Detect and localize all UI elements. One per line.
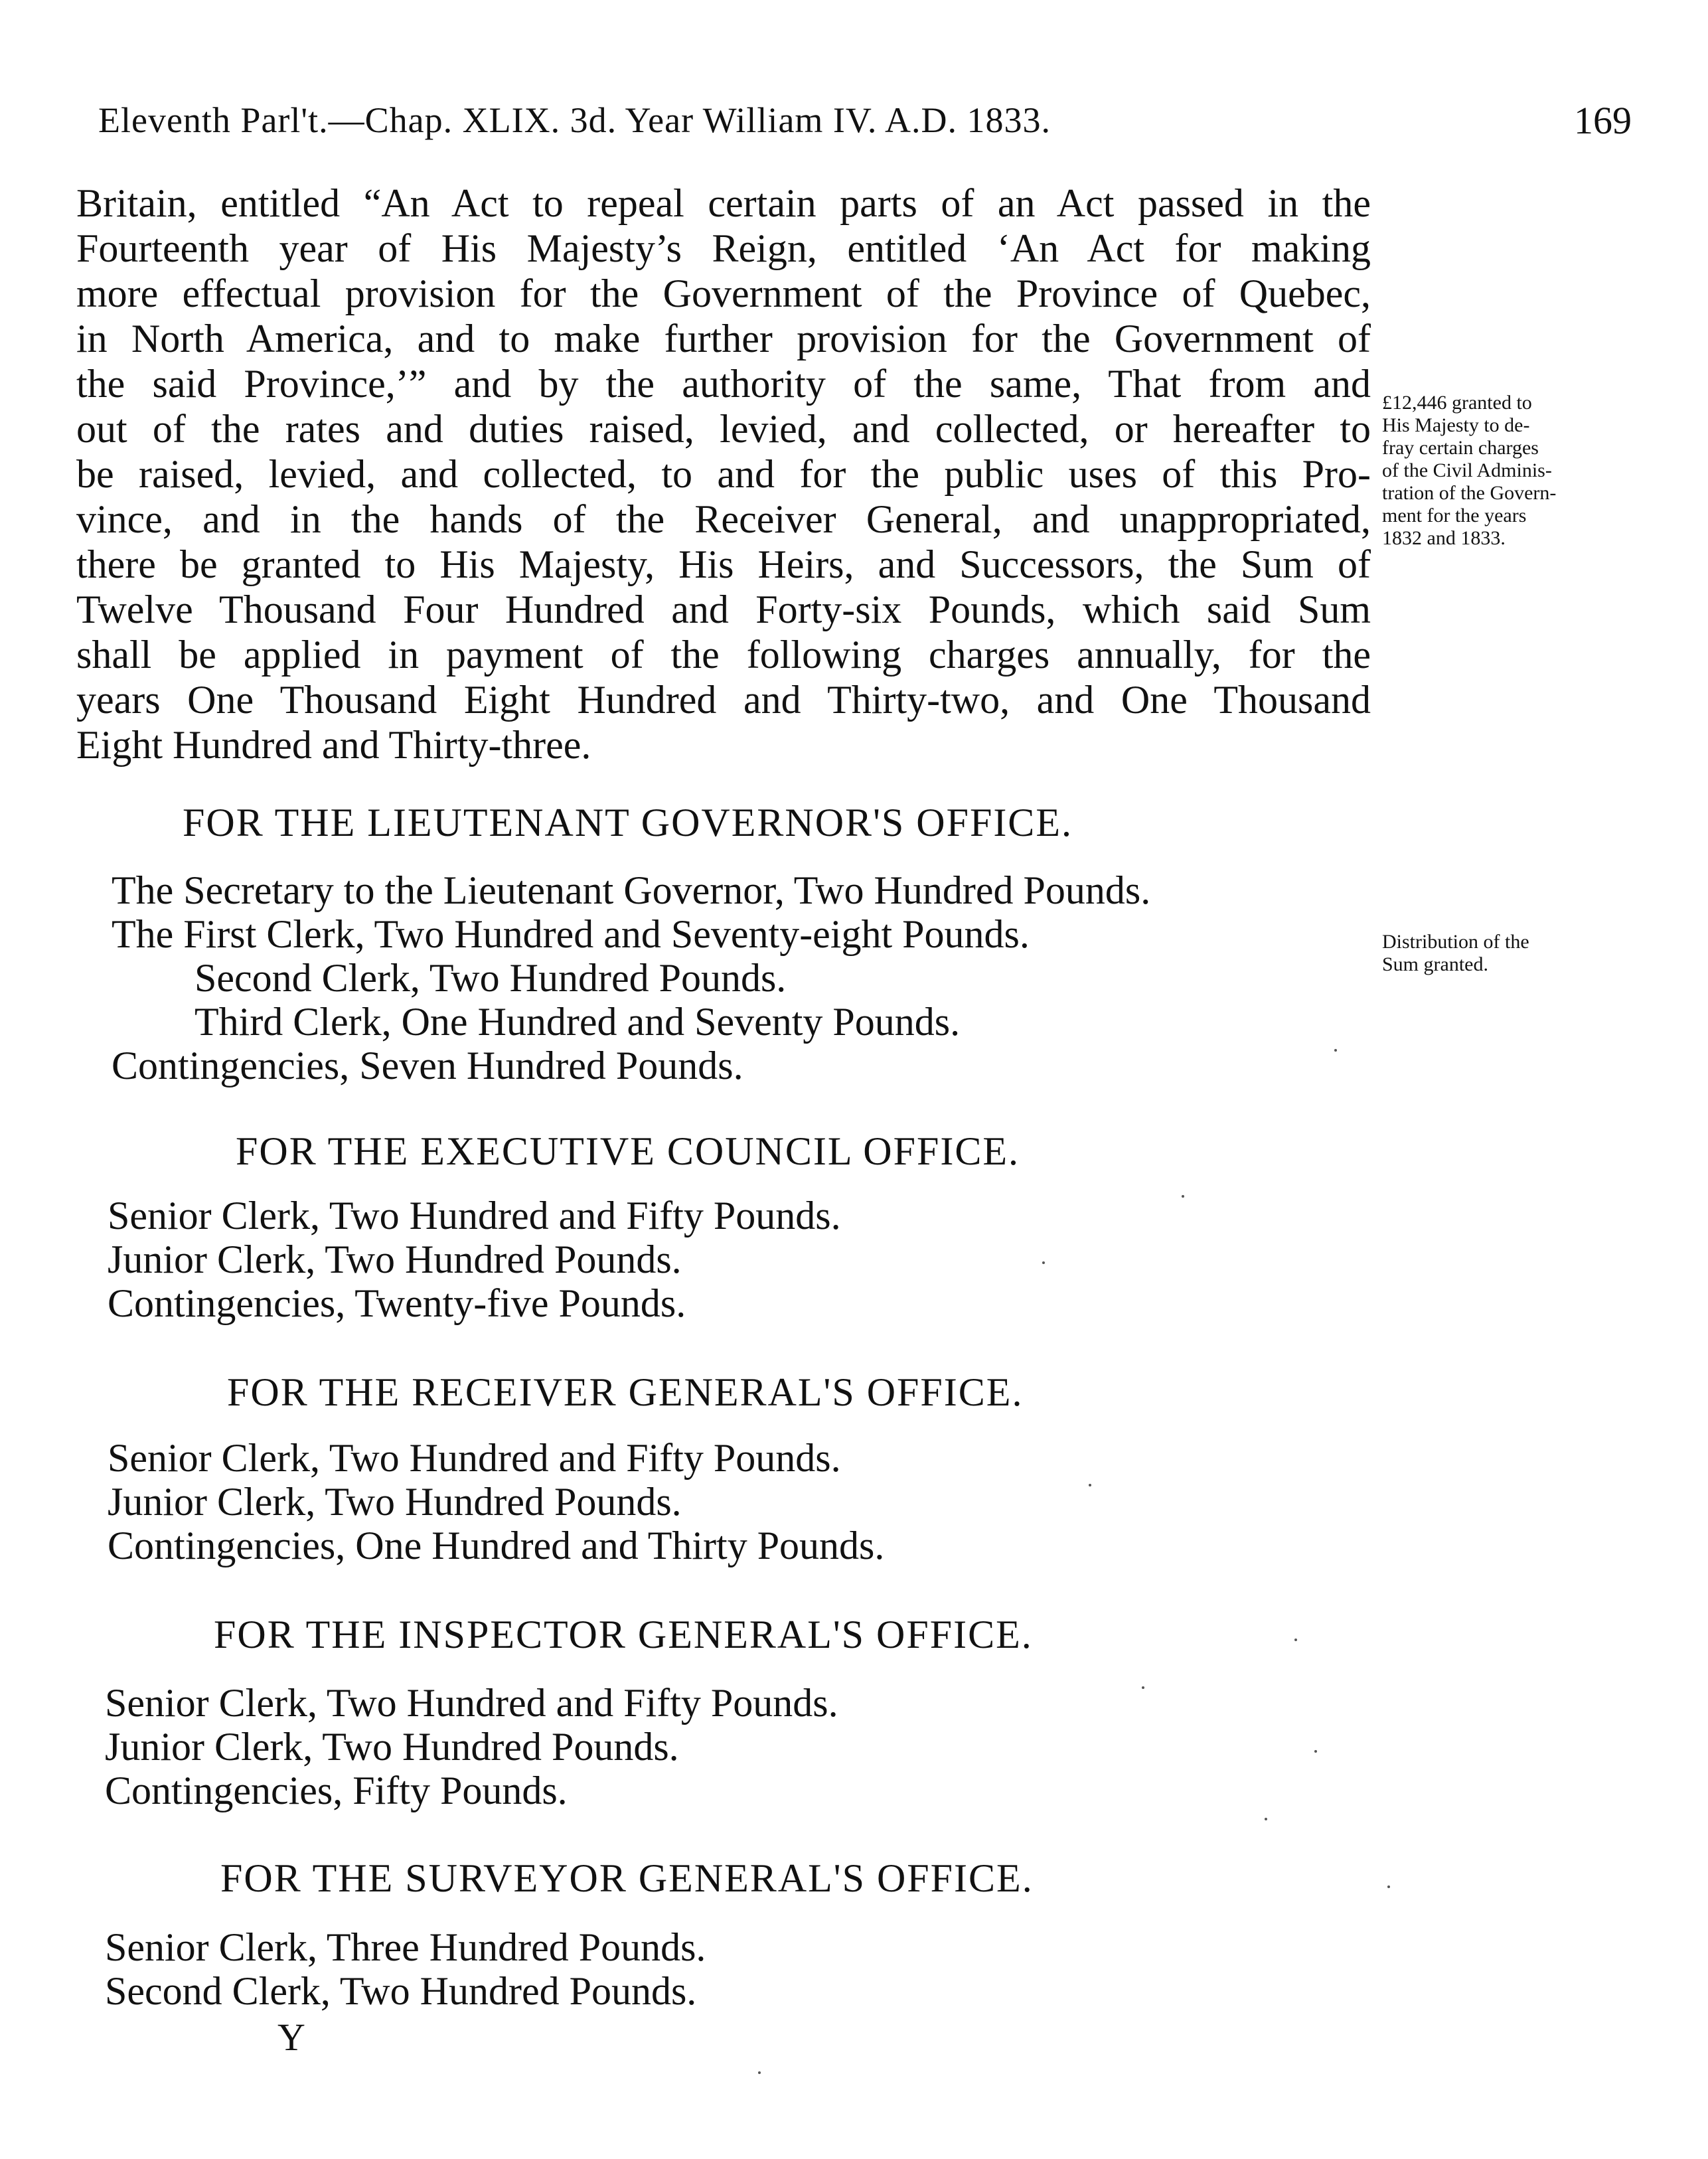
entry-line: Third Clerk, One Hundred and Seventy Pounds. (194, 1000, 961, 1044)
section-entries-receiver-general (108, 1436, 884, 1567)
body-line: there be granted to His Majesty, His Heirs, and Successors, the Sum of (76, 542, 1371, 586)
running-head: Eleventh Parl't.—Chap. XLIX. 3d. Year William IV. A.D. 1833. (98, 100, 1051, 140)
body-line: out of the rates and duties raised, levied, and collected, or hereafter to (76, 407, 1371, 451)
entry-line: Contingencies, Fifty Pounds. (105, 1769, 568, 1812)
body-line: years One Thousand Eight Hundred and Thirty-two, and One Thousand (76, 678, 1371, 722)
scan-speck (1089, 1484, 1091, 1486)
section-entries-surveyor-general (105, 1925, 706, 2013)
margin-note-grant (1382, 392, 1661, 550)
body-line: Twelve Thousand Four Hundred and Forty-six Pounds, which said Sum (76, 588, 1371, 631)
margin-note-line: His Majesty to de- (1382, 414, 1530, 436)
scan-speck (1142, 1686, 1144, 1689)
entry-line: Junior Clerk, Two Hundred Pounds. (108, 1238, 682, 1281)
margin-note-line: of the Civil Adminis- (1382, 459, 1552, 481)
entry-line: Second Clerk, Two Hundred Pounds. (194, 956, 787, 1000)
signature-mark: Y (277, 2016, 305, 2059)
entry-line: Contingencies, One Hundred and Thirty Pounds. (108, 1524, 885, 1567)
margin-note-line: Distribution of the (1382, 931, 1529, 953)
section-entries-executive-council (108, 1194, 841, 1325)
body-line: Britain, entitled “An Act to repeal certain parts of an Act passed in the (76, 181, 1371, 225)
margin-note-line: tration of the Govern- (1382, 482, 1557, 504)
scan-speck (1294, 1639, 1297, 1641)
entry-line: The First Clerk, Two Hundred and Seventy-eight Pounds. (112, 912, 1030, 956)
body-line: vince, and in the hands of the Receiver General, and unappropriated, (76, 497, 1371, 541)
margin-note-line: 1832 and 1833. (1382, 527, 1506, 549)
margin-note-line: fray certain charges (1382, 437, 1539, 459)
page-number: 169 (1574, 99, 1632, 142)
section-entries-lieutenant-governor (112, 868, 1150, 1087)
scan-speck (1334, 1049, 1337, 1052)
scan-speck (1387, 1885, 1390, 1888)
body-line: be raised, levied, and collected, to and for the public uses of this Pro- (76, 452, 1371, 496)
scan-speck (1314, 1750, 1317, 1753)
body-line: Fourteenth year of His Majesty’s Reign, entitled ‘An Act for making (76, 226, 1371, 270)
scan-speck (1265, 1818, 1267, 1820)
margin-note-line: ment for the years (1382, 505, 1527, 526)
section-heading-inspector-general: FOR THE INSPECTOR GENERAL'S OFFICE. (214, 1613, 1033, 1656)
entry-line: Senior Clerk, Two Hundred and Fifty Pounds. (108, 1436, 841, 1480)
scan-speck (1042, 1261, 1045, 1264)
margin-note-distribution (1382, 931, 1661, 976)
entry-line: Junior Clerk, Two Hundred Pounds. (108, 1480, 682, 1524)
entry-line: Second Clerk, Two Hundred Pounds. (105, 1969, 697, 2013)
scan-speck (1182, 1195, 1184, 1198)
body-line: Eight Hundred and Thirty-three. (76, 723, 591, 767)
margin-note-line: £12,446 granted to (1382, 392, 1532, 414)
entry-line: Senior Clerk, Two Hundred and Fifty Pounds. (105, 1681, 838, 1725)
section-heading-receiver-general: FOR THE RECEIVER GENERAL'S OFFICE. (227, 1370, 1024, 1414)
body-line: in North America, and to make further provision for the Government of (76, 317, 1371, 360)
entry-line: Senior Clerk, Two Hundred and Fifty Pounds. (108, 1194, 841, 1238)
body-line: the said Province,’” and by the authority of the same, That from and (76, 362, 1371, 406)
entry-line: Senior Clerk, Three Hundred Pounds. (105, 1925, 706, 1969)
entry-line: Contingencies, Twenty-five Pounds. (108, 1281, 686, 1325)
body-line: more effectual provision for the Government of the Province of Quebec, (76, 272, 1371, 315)
entry-line: Contingencies, Seven Hundred Pounds. (112, 1044, 743, 1087)
entry-line: Junior Clerk, Two Hundred Pounds. (105, 1725, 679, 1769)
entry-line: The Secretary to the Lieutenant Governor, Two Hundred Pounds. (112, 868, 1151, 912)
section-heading-lieutenant-governor: FOR THE LIEUTENANT GOVERNOR'S OFFICE. (183, 801, 1073, 844)
section-entries-inspector-general (105, 1681, 838, 1812)
scan-speck (758, 2071, 761, 2074)
body-paragraph (76, 181, 1371, 767)
body-line: shall be applied in payment of the following charges annually, for the (76, 633, 1371, 677)
section-heading-executive-council: FOR THE EXECUTIVE COUNCIL OFFICE. (236, 1129, 1020, 1173)
margin-note-line: Sum granted. (1382, 953, 1488, 975)
section-heading-surveyor-general: FOR THE SURVEYOR GENERAL'S OFFICE. (220, 1856, 1034, 1900)
